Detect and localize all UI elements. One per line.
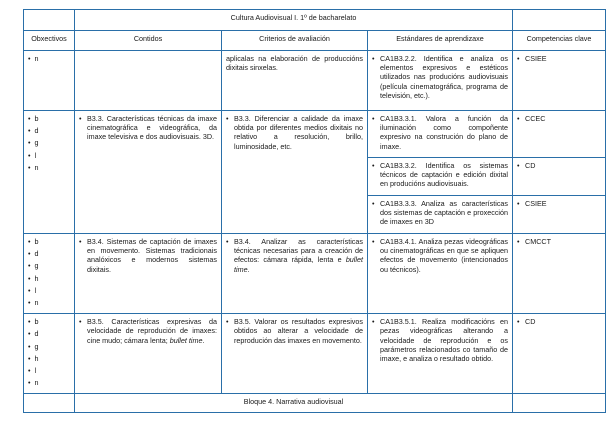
table-corner-cell xyxy=(24,394,75,413)
table-row xyxy=(24,234,606,314)
standard-cell: • CA1B3.5.1. Realiza modificacións en pezas videográficas alterando a velocidade de reprodución e os parámetros relacionados co tamaño de imaxe, e analiza o resultado obtido. xyxy=(368,314,513,394)
standard-cell: • CA1B3.3.1. Valora a función da iluminación como compoñente expresivo na construción do plano de imaxe. xyxy=(368,111,513,158)
standard-text: CA1B3.3.3. Analiza as características dos sistemas de captación e proxección de imaxes en 3D xyxy=(380,199,509,227)
header-competences: Competencias clave xyxy=(513,31,606,51)
objective-item: • g xyxy=(28,261,70,270)
table-corner-cell xyxy=(24,10,75,31)
competence-cell: • CD xyxy=(513,158,606,196)
objective-item: • l xyxy=(28,366,70,375)
criterion-cell: • B3.4. Analizar as características técnicas necesarias para a creación de efectos: cámara rápida, lenta e bullet time. xyxy=(222,234,368,314)
table-title: Cultura Audiovisual I. 1º de bacharelato xyxy=(75,10,513,31)
standard-cell: • CA1B3.2.2. Identifica e analiza os elementos expresivos e estéticos utilizados nas producións audiovisuais (película cinematográfica, programa de televisión, etc.). xyxy=(368,51,513,111)
criterion-cell: • B3.3. Diferenciar a calidade da imaxe obtida por diferentes medios dixitais no relativo a resolución, brillo, luminosidade, etc. xyxy=(222,111,368,234)
objective-item: • n xyxy=(28,298,70,307)
content-text-italic: bullet time xyxy=(169,335,203,345)
criterion-text-italic: bullet time xyxy=(234,255,363,274)
criterion-text: B3.5. Valorar os resultados expresivos obtidos ao alterar a velocidade de reprodución das imaxes en movemento. xyxy=(234,317,363,345)
competence-text: CCEC xyxy=(525,114,546,123)
table-row xyxy=(24,51,606,111)
standard-text: CA1B3.4.1. Analiza pezas videográficas ou cinematográficas en que se apliquen efectos de movemento (intencionados ou técnicos). xyxy=(380,237,509,274)
objectives-cell xyxy=(24,314,75,394)
competence-text: CD xyxy=(525,317,536,327)
competence-text: CSIEE xyxy=(525,54,547,63)
objective-item: • b xyxy=(28,317,70,326)
objective-item: • l xyxy=(28,286,70,295)
header-objectives: Obxectivos xyxy=(24,31,75,51)
objective-item: • h xyxy=(28,274,70,283)
content-text-part: . xyxy=(202,335,205,345)
criterion-cell xyxy=(222,51,368,111)
objective-item: • h xyxy=(28,354,70,363)
competence-text: CSIEE xyxy=(525,199,547,208)
table-row xyxy=(24,314,606,394)
content-cell: • B3.4. Sistemas de captación de imaxes en movemento. Sistemas tradicionais analóxicos e modernos sistemas dixitais. xyxy=(75,234,222,314)
table-row xyxy=(24,111,606,158)
table-corner-cell xyxy=(513,10,606,31)
content-cell xyxy=(75,51,222,111)
competence-text: CD xyxy=(525,161,536,170)
competence-cell: • CD xyxy=(513,314,606,394)
criterion-text: aplicalas na elaboración de produccións dixitais sinxelas. xyxy=(226,54,363,73)
competence-cell: • CSIEE xyxy=(513,196,606,234)
curriculum-table xyxy=(23,9,606,413)
content-cell: • B3.5. Características expresivas da velocidade de reprodución de imaxes: cine mudo; cámara lenta; bullet time. xyxy=(75,314,222,394)
header-standards: Estándares de aprendizaxe xyxy=(368,31,513,51)
standard-text: CA1B3.3.1. Valora a función da iluminación como compoñente expresivo na construción do plano de imaxe. xyxy=(380,114,509,151)
objective-item: • d xyxy=(28,126,70,135)
content-text: B3.4. Sistemas de captación de imaxes en movemento. Sistemas tradicionais analóxicos e modernos sistemas dixitais. xyxy=(87,237,217,274)
standard-cell: • CA1B3.3.2. Identifica os sistemas técnicos de captación e edición dixital en producións audiovisuais. xyxy=(368,158,513,196)
objective-item: • l xyxy=(28,151,70,160)
header-criteria: Criterios de avaliación xyxy=(222,31,368,51)
standard-text: CA1B3.2.2. Identifica e analiza os elementos expresivos e estéticos utilizados nas producións audiovisuais (película cinematográfica, programa de televisión, etc.). xyxy=(380,54,509,100)
criterion-text-part: B3.4. Analizar as características técnicas necesarias para a creación de efectos: cámara rápida, lenta e xyxy=(234,237,363,265)
competence-text: CMCCT xyxy=(525,237,551,246)
criterion-text-part: . xyxy=(247,264,250,274)
content-cell: • B3.3. Características técnicas da imaxe cinematográfica e videográfica, da imaxe televisiva e dos audiovisuais. 3D. xyxy=(75,111,222,234)
objective-item: • n xyxy=(28,378,70,387)
objectives-cell xyxy=(24,111,75,234)
criterion-text xyxy=(234,237,363,274)
criterion-text: B3.3. Diferenciar a calidade da imaxe obtida por diferentes medios dixitais no relativo a resolución, brillo, luminosidade, etc. xyxy=(234,114,363,151)
competence-cell: • CSIEE xyxy=(513,51,606,111)
table-corner-cell xyxy=(513,394,606,413)
objective-item: • g xyxy=(28,342,70,351)
standard-text: CA1B3.3.2. Identifica os sistemas técnicos de captación e edición dixital en producións audiovisuais. xyxy=(380,161,509,189)
standard-cell: • CA1B3.4.1. Analiza pezas videográficas ou cinematográficas en que se apliquen efectos de movemento (intencionados ou técnicos). xyxy=(368,234,513,314)
objective-item: • n xyxy=(28,163,70,172)
standard-cell: • CA1B3.3.3. Analiza as características dos sistemas de captación e proxección de imaxes en 3D xyxy=(368,196,513,234)
content-text xyxy=(87,317,217,345)
objective-item: • g xyxy=(28,138,70,147)
objective-item: • b xyxy=(28,237,70,246)
objectives-cell xyxy=(24,234,75,314)
objective-item: • b xyxy=(28,114,70,123)
objective-item: • d xyxy=(28,249,70,258)
objective-item: • n xyxy=(28,54,70,63)
header-contents: Contidos xyxy=(75,31,222,51)
objective-item: • d xyxy=(28,329,70,338)
standard-text: CA1B3.5.1. Realiza modificacións en pezas videográficas alterando a velocidade de reprodución e os parámetros relacionados co tamaño de imaxe, e analiza o resultado obtido. xyxy=(380,317,509,364)
content-text-part: B3.5. Características expresivas da velocidade de reprodución de imaxes: cine mudo; cámara lenta; xyxy=(87,317,217,345)
block-heading: Bloque 4. Narrativa audiovisual xyxy=(75,394,513,413)
content-text: B3.3. Características técnicas da imaxe cinematográfica e videográfica, da imaxe televisiva e dos audiovisuais. 3D. xyxy=(87,114,217,142)
competence-cell: • CCEC xyxy=(513,111,606,158)
objectives-cell xyxy=(24,51,75,111)
criterion-cell: • B3.5. Valorar os resultados expresivos obtidos ao alterar a velocidade de reprodución das imaxes en movemento. xyxy=(222,314,368,394)
competence-cell: • CMCCT xyxy=(513,234,606,314)
